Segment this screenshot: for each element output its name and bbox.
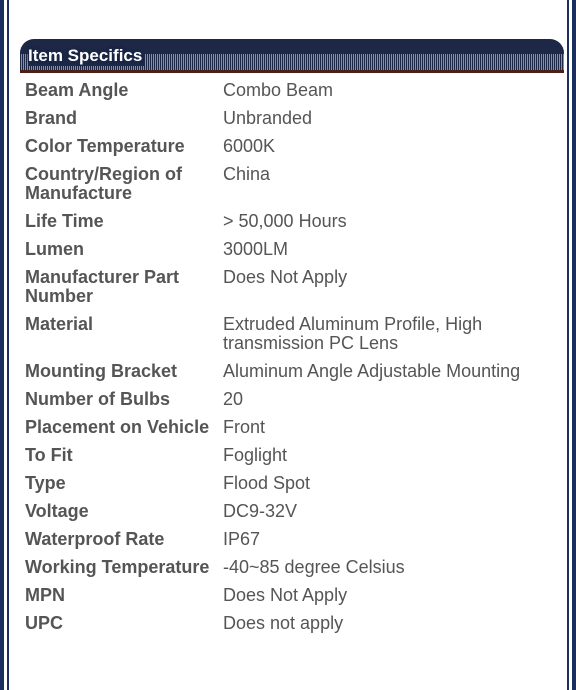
spec-row — [20, 386, 564, 414]
section-header — [20, 39, 564, 73]
spec-row — [20, 470, 564, 498]
spec-label: Color Temperature — [25, 136, 185, 156]
spec-value: IP67 — [223, 529, 261, 549]
spec-label: Number of Bulbs — [25, 389, 171, 409]
spec-label: Waterproof Rate — [25, 529, 165, 549]
spec-row — [20, 498, 564, 526]
spec-value: Flood Spot — [223, 473, 311, 493]
spec-value: -40~85 degree Celsius — [223, 557, 405, 577]
spec-row — [20, 105, 564, 133]
spec-value: 20 — [223, 389, 244, 409]
spec-label: UPC — [25, 613, 64, 633]
spec-row — [20, 554, 564, 582]
spec-value: Does Not Apply — [223, 267, 348, 287]
spec-label: Material — [25, 314, 94, 334]
spec-value: Foglight — [223, 445, 288, 465]
spec-value: Does not apply — [223, 613, 344, 633]
spec-row — [20, 311, 564, 358]
spec-label: Life Time — [25, 211, 104, 231]
item-specifics-panel — [20, 39, 564, 638]
spec-label: Mounting Bracket — [25, 361, 178, 381]
spec-value: Aluminum Angle Adjustable Mounting — [223, 361, 521, 381]
spec-row — [20, 236, 564, 264]
spec-value: 3000LM — [223, 239, 289, 259]
specs-table — [20, 77, 564, 638]
spec-value: Combo Beam — [223, 80, 334, 100]
spec-label: Lumen — [25, 239, 85, 259]
spec-row — [20, 610, 564, 638]
spec-value: DC9-32V — [223, 501, 298, 521]
spec-value: Front — [223, 417, 266, 437]
spec-value: Does Not Apply — [223, 585, 348, 605]
spec-row — [20, 414, 564, 442]
spec-row — [20, 77, 564, 105]
spec-row — [20, 526, 564, 554]
spec-label: Country/Region of Manufacture — [25, 164, 182, 203]
spec-row — [20, 264, 564, 311]
spec-label: MPN — [25, 585, 65, 605]
spec-row — [20, 442, 564, 470]
spec-label: Working Temperature — [25, 557, 210, 577]
spec-value: 6000K — [223, 136, 276, 156]
spec-row — [20, 582, 564, 610]
spec-label: Placement on Vehicle — [25, 417, 210, 437]
spec-label: To Fit — [25, 445, 73, 465]
spec-label: Voltage — [25, 501, 89, 521]
spec-label: Type — [25, 473, 66, 493]
spec-value: Extruded Aluminum Profile, High transmission PC Lens — [223, 314, 483, 353]
spec-row — [20, 161, 564, 208]
spec-label: Brand — [25, 108, 78, 128]
spec-value: Unbranded — [223, 108, 313, 128]
spec-label: Beam Angle — [25, 80, 129, 100]
spec-value: > 50,000 Hours — [223, 211, 347, 231]
spec-row — [20, 133, 564, 161]
spec-label: Manufacturer Part Number — [25, 267, 180, 306]
spec-value: China — [223, 164, 271, 184]
spec-row — [20, 358, 564, 386]
spec-row — [20, 208, 564, 236]
section-title: Item Specifics — [28, 46, 143, 65]
